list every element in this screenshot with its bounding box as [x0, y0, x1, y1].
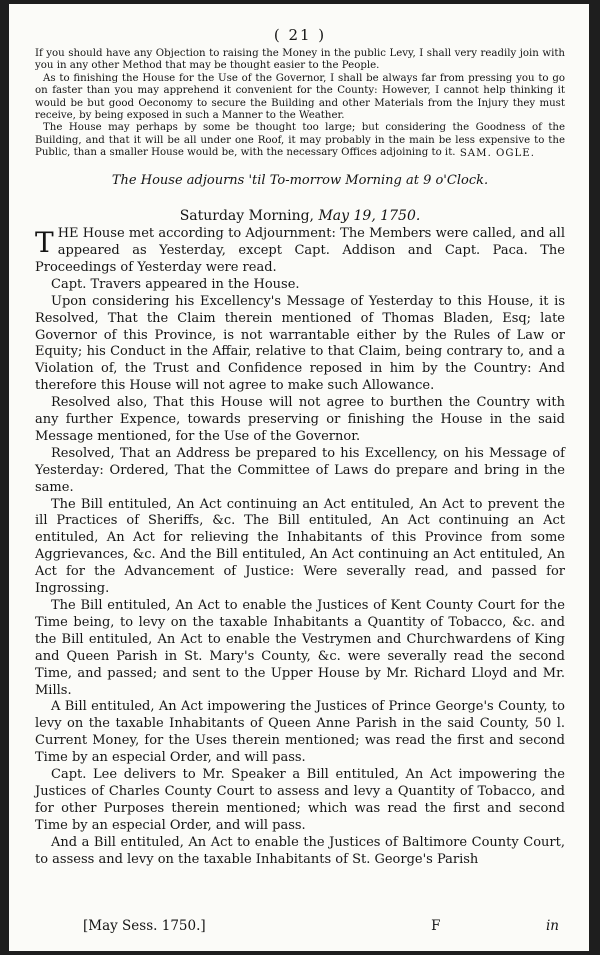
paragraph: Capt. Lee delivers to Mr. Speaker a Bill entituled, An Act impowering the Justices of Charles County Court to assess and levy a Quantity of Tobacco, and for other Purposes therein mentioned; which was read the first and second Time by an especial Order, and will pass. [35, 767, 565, 833]
date-value: May 19, 1750. [318, 208, 421, 225]
signature: SAM. OGLE. [459, 147, 535, 159]
paragraph: The Bill entituled, An Act continuing an Act entituled, An Act to prevent the ill Practices of Sheriffs, &c. The Bill entituled, An Act continuing an Act entituled, An Act for relieving the Inhabitants of this Province from some Aggrievances, &c. And the Bill entituled, An Act continuing an Act entituled, An Act for the Advancement of Justice: Were severally read, and passed for Ingrossing. [35, 496, 565, 597]
paragraph: A Bill entituled, An Act impowering the Justices of Prince George's County, to levy on the taxable Inhabitants of Queen Anne Parish in the said County, 50 l. Current Money, for the Uses therein mentioned; was read the first and second Time by an especial Order, and will pass. [35, 699, 565, 766]
paragraph: Upon considering his Excellency's Message of Yesterday to this House, it is Resolved, That the Claim therein mentioned of Thomas Bladen, Esq; late Governor of this Province, is not warrantable either by the Rules of Law or Equity; his Conduct in the Affair, relative to that Claim, being contrary to, and a Violation of, the Trust and Confidence reposed in him by the Country: And therefore this House will not agree to make such Allowance. [35, 293, 565, 394]
adjournment-line: The House adjourns 'til To-morrow Morning at 9 o'Clock. [111, 173, 489, 189]
paragraph: Resolved also, That this House will not agree to burthen the Country with any further Expence, towards preserving or finishing the House in the said Message mentioned, for the Use of the Governor. [35, 395, 565, 444]
signature-mark: F [431, 918, 441, 934]
catchword: in [545, 918, 559, 934]
paragraph: The House may perhaps by some be thought too large; but considering the Goodness of the Building, and that it will be all under one Roof, it may probably in the main be less expensive to the Public, than a smaller House would be, with the necessary Offices adjoining to it. [35, 122, 565, 159]
drop-cap: T [35, 226, 54, 260]
paragraph: The Bill entituled, An Act to enable the Justices of Kent County Court for the Time being, to levy on the taxable Inhabitants a Quantity of Tobacco, &c. and the Bill entituled, An Act to enable the Vestrymen and Churchwardens of King and Queen Parish in St. Mary's County, &c. were severally read the second Time, and passed; and sent to the Upper House by Mr. Richard Lloyd and Mr. Mills. [35, 598, 565, 698]
page-footer [83, 918, 559, 934]
paragraph-text: HE House met according to Adjournment: The Members were called, and all appeared as Yesterday, except Capt. Addison and Capt. Paca. The Proceedings of Yesterday were read. [35, 226, 565, 275]
proceedings-text [35, 226, 565, 868]
date-heading [35, 208, 565, 224]
paragraph [35, 226, 565, 277]
paragraph: If you should have any Objection to raising the Money in the public Levy, I shall very readily join with you in any other Method that may be thought easier to the People. [35, 48, 565, 72]
date-prefix: Saturday Morning, [179, 208, 315, 225]
session-label: [May Sess. 1750.] [83, 918, 206, 934]
governor-message-end [35, 48, 565, 160]
paragraph: As to finishing the House for the Use of the Governor, I shall be always far from pressing you to go on faster than you may apprehend it convenient for the County: However, I cannot help thinking it would be but good Oeconomy to secure the Building and other Materials from the Injury they must receive, by being exposed in such a Manner to the Weather. [35, 72, 565, 122]
paragraph: And a Bill entituled, An Act to enable the Justices of Baltimore County Court, to assess and levy on the taxable Inhabitants of St. George's Parish [35, 834, 565, 867]
document-page [9, 4, 589, 951]
page-number: ( 21 ) [273, 26, 327, 44]
paragraph: Resolved, That an Address be prepared to his Excellency, on his Message of Yesterday: Ordered, That the Committee of Laws do prepare and bring in the same. [35, 445, 565, 495]
paragraph: Capt. Travers appeared in the House. [51, 276, 300, 292]
